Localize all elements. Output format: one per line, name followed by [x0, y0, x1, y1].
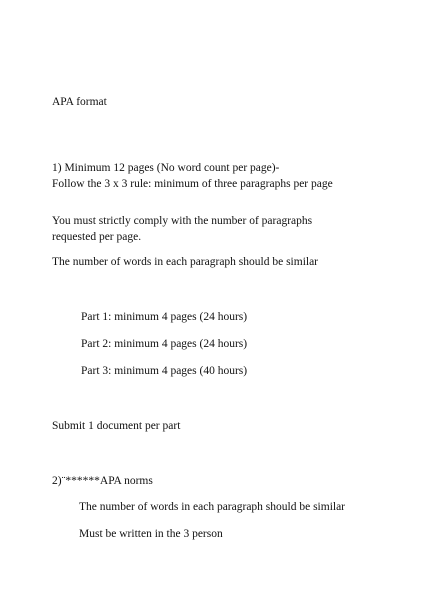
document-title: APA format	[52, 96, 107, 108]
requirement-2-item-1: The number of words in each paragraph should be similar	[79, 501, 346, 513]
compliance-line-2: requested per page.	[52, 231, 142, 243]
requirement-1-line-1: 1) Minimum 12 pages (No word count per page)-	[52, 162, 280, 174]
part-2-line: Part 2: minimum 4 pages (24 hours)	[81, 338, 248, 350]
requirement-1	[52, 160, 333, 192]
requirement-2-heading: 2)¨******APA norms	[52, 475, 153, 487]
part-1-line: Part 1: minimum 4 pages (24 hours)	[81, 311, 248, 323]
part-3-line: Part 3: minimum 4 pages (40 hours)	[81, 365, 248, 377]
requirement-1-line-2: Follow the 3 x 3 rule: minimum of three paragraphs per page	[52, 178, 333, 190]
similar-words-paragraph: The number of words in each paragraph should be similar	[52, 256, 319, 268]
compliance-line-1: You must strictly comply with the number of paragraphs	[52, 215, 313, 227]
submit-instruction: Submit 1 document per part	[52, 420, 181, 432]
requirement-2-item-2: Must be written in the 3 person	[79, 528, 223, 540]
compliance-paragraph	[52, 213, 312, 245]
